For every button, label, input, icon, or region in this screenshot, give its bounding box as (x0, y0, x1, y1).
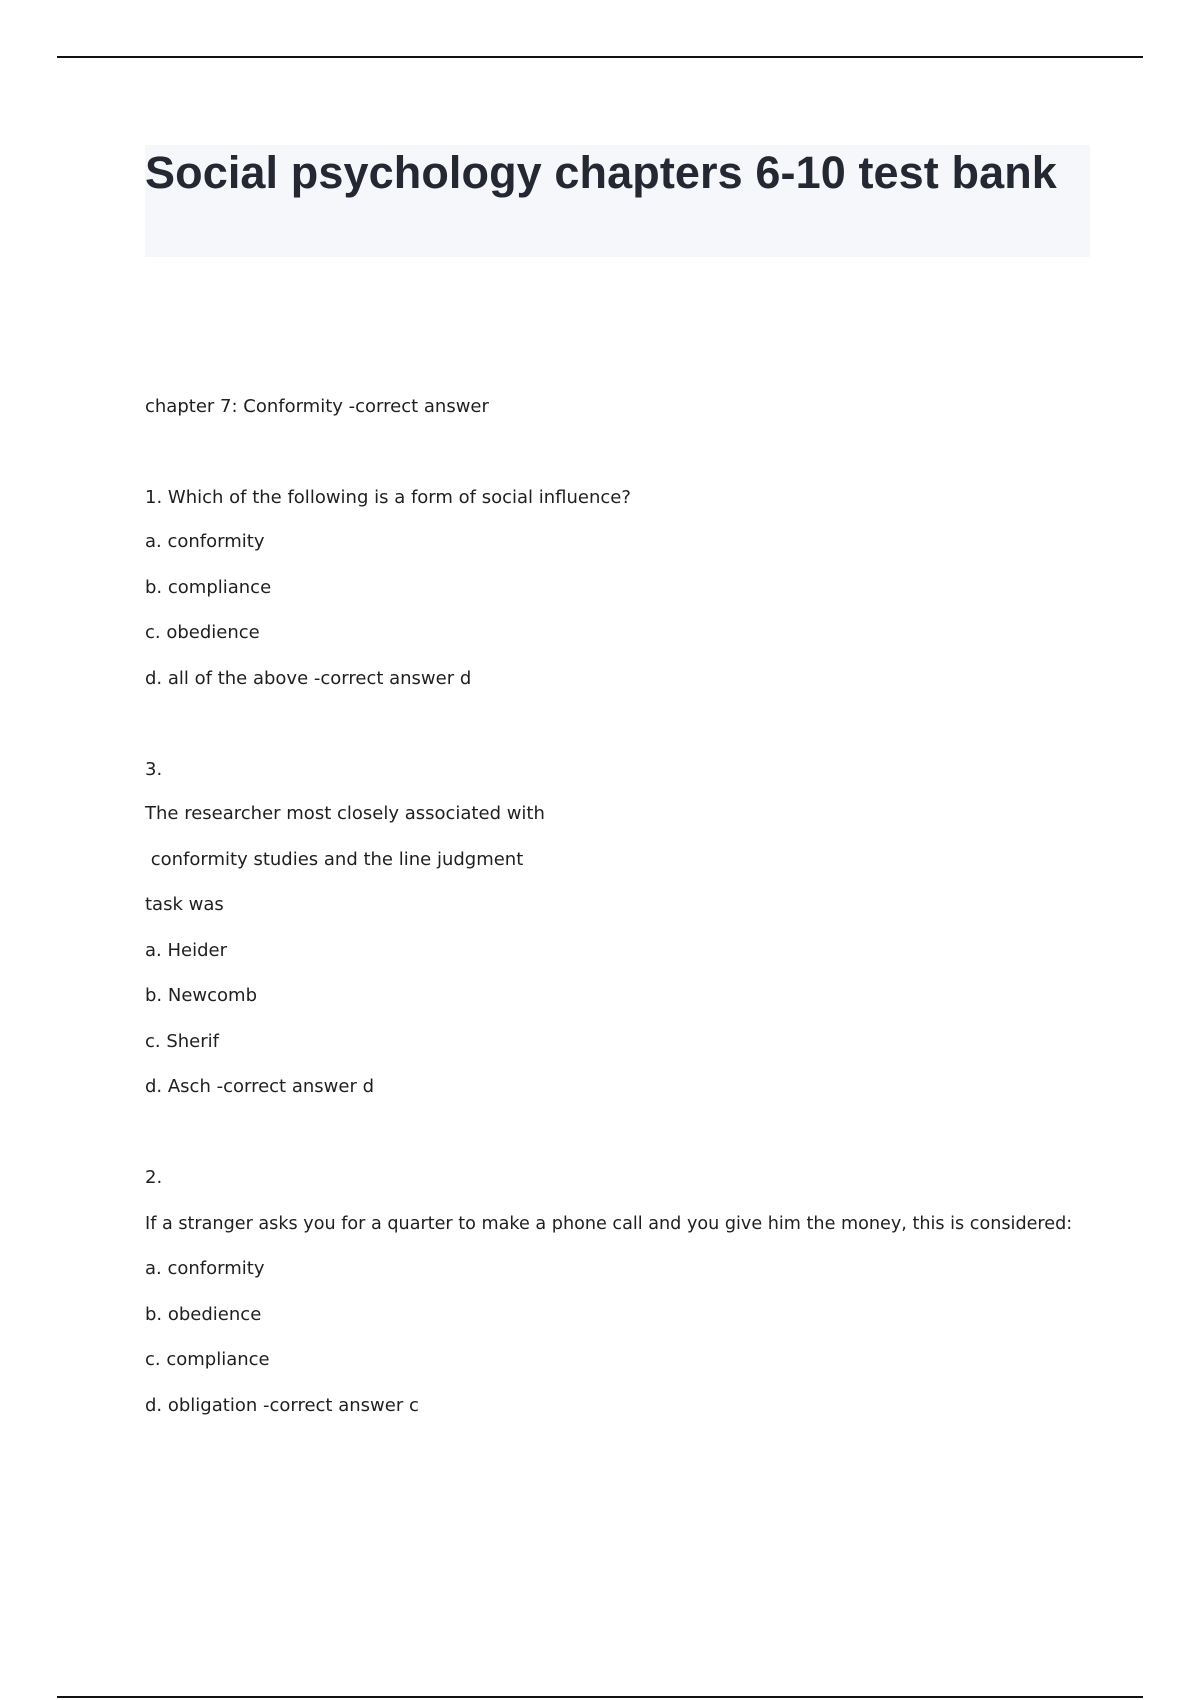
question-1-option-d: d. all of the above -correct answer d (145, 668, 472, 689)
question-2-option-b: b. obedience (145, 1304, 262, 1325)
top-rule (57, 56, 1143, 58)
question-3-option-a: a. Heider (145, 940, 227, 961)
question-3-number: 3. (145, 759, 163, 780)
question-2-number: 2. (145, 1167, 163, 1188)
question-1-option-c: c. obedience (145, 622, 260, 643)
chapter-heading: chapter 7: Conformity -correct answer (145, 396, 489, 417)
title-block (145, 145, 1090, 257)
question-3-stem-line-1: The researcher most closely associated with (145, 803, 545, 824)
bottom-rule (57, 1696, 1143, 1698)
question-1-option-a: a. conformity (145, 531, 265, 552)
question-1-stem: 1. Which of the following is a form of social influence? (145, 487, 631, 508)
question-2-option-a: a. conformity (145, 1258, 265, 1279)
question-3-option-b: b. Newcomb (145, 985, 257, 1006)
document-title: Social psychology chapters 6-10 test bank (145, 147, 1057, 198)
question-2-option-c: c. compliance (145, 1349, 270, 1370)
question-3-stem-line-3: task was (145, 894, 224, 915)
question-2-stem-line-1: If a stranger asks you for a quarter to make a phone call and you give him the money, this is considered: (145, 1214, 1073, 1234)
question-3-option-d: d. Asch -correct answer d (145, 1076, 374, 1097)
question-2-option-d: d. obligation -correct answer c (145, 1395, 419, 1416)
question-3-stem-line-2: conformity studies and the line judgment (145, 849, 524, 870)
question-1-option-b: b. compliance (145, 577, 272, 598)
question-3-option-c: c. Sherif (145, 1031, 219, 1052)
